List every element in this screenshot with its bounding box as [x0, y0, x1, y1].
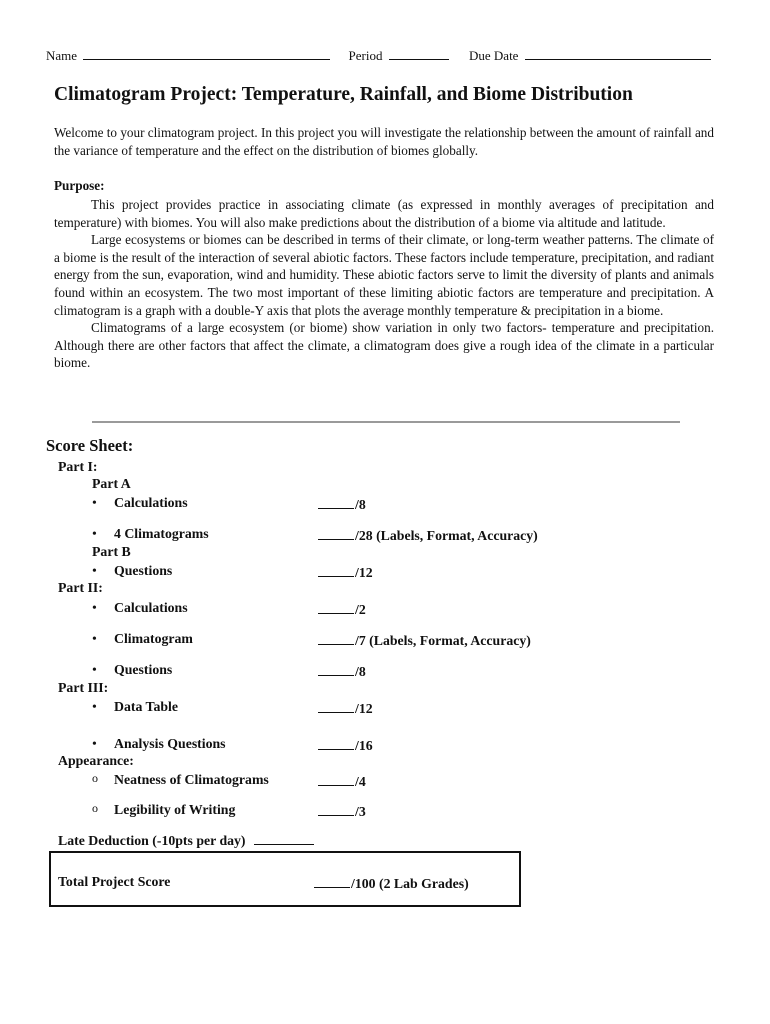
purpose-paragraph-2: Large ecosystems or biomes can be described in terms of their climate, or long-term weather patterns. The climate of a biome is the result of the interaction of several abiotic factors. These factors include temperature, precipitation, and radiant energy from the sun, evaporation, wind and humidity. These abiotic factors serve to limit the diversity of plants and animals found within an ecosystem. The two most important of these limiting abiotic factors are temperature and precipitation. A climatogram is a graph with a double-Y axis that plots the average monthly temperature & precipitation in a biome. [54, 232, 714, 318]
period-label: Period [348, 48, 383, 63]
bullet-icon: • [92, 526, 97, 541]
period-field[interactable] [389, 46, 449, 60]
score-blank[interactable] [318, 631, 354, 645]
bullet-icon: • [92, 736, 97, 751]
score-blank[interactable] [318, 662, 354, 676]
score-field [318, 495, 366, 513]
score-field [318, 802, 366, 820]
purpose-paragraph-1: This project provides practice in associating climate (as expressed in monthly averages of precipitation and temperature) with biomes. You will also make predictions about the distribution of a biome via altitude and latitude. [54, 197, 714, 230]
item-label: Neatness of Climatograms [114, 772, 269, 787]
total-score-field [314, 874, 469, 892]
score-blank[interactable] [318, 526, 354, 540]
part1b-label: Part B [92, 544, 131, 559]
bullet-icon: • [92, 495, 97, 510]
circle-bullet-icon: o [92, 771, 98, 785]
score-blank[interactable] [318, 802, 354, 816]
score-field [318, 662, 366, 680]
score-blank[interactable] [318, 495, 354, 509]
score-field [318, 699, 373, 717]
bullet-icon: • [92, 631, 97, 646]
points-possible: /16 [355, 738, 373, 753]
score-sheet-heading: Score Sheet: [46, 436, 134, 455]
score-field [318, 563, 373, 581]
item-label: Questions [114, 563, 173, 578]
section-divider [92, 421, 680, 423]
score-blank[interactable] [318, 563, 354, 577]
points-possible: /12 [355, 701, 373, 716]
name-field[interactable] [83, 46, 330, 60]
item-label: Data Table [114, 699, 179, 714]
points-possible: /4 [355, 774, 366, 789]
points-possible: /2 [355, 602, 366, 617]
appearance-label: Appearance: [58, 753, 134, 768]
points-possible: /3 [355, 804, 366, 819]
score-blank[interactable] [318, 699, 354, 713]
bullet-icon: • [92, 563, 97, 578]
document-title: Climatogram Project: Temperature, Rainfall, and Biome Distribution [54, 84, 633, 105]
purpose-paragraph-3: Climatograms of a large ecosystem (or biome) show variation in only two factors- temperature and precipitation. Although there are other factors that affect the climate, a climatogram does give a rough idea of the climate in a particular biome. [54, 320, 714, 371]
due-date-field[interactable] [525, 46, 711, 60]
points-possible: /12 [355, 565, 373, 580]
student-info-line [46, 46, 726, 64]
points-possible: /7 (Labels, Format, Accuracy) [355, 633, 531, 648]
part1a-label: Part A [92, 476, 131, 491]
name-label: Name [46, 48, 78, 63]
item-label: 4 Climatograms [114, 526, 209, 541]
bullet-icon: • [92, 662, 97, 677]
part3-label: Part III: [58, 680, 109, 695]
intro-paragraph: Welcome to your climatogram project. In this project you will investigate the relationship between the amount of rainfall and the variance of temperature and the effect on the distribution of biomes globally. [54, 125, 714, 158]
total-score-blank[interactable] [314, 874, 350, 888]
late-deduction-blank[interactable] [254, 831, 314, 845]
total-points-possible: /100 (2 Lab Grades) [351, 876, 469, 891]
late-deduction-label: Late Deduction (-10pts per day) [58, 833, 246, 848]
score-field [318, 631, 531, 649]
points-possible: /8 [355, 664, 366, 679]
part2-label: Part II: [58, 580, 103, 595]
bullet-icon: • [92, 600, 97, 615]
purpose-body [54, 196, 714, 372]
part1-label: Part I: [58, 459, 98, 474]
late-deduction-row [58, 831, 315, 849]
score-field [318, 526, 538, 544]
score-blank[interactable] [318, 600, 354, 614]
bullet-icon: • [92, 699, 97, 714]
score-blank[interactable] [318, 736, 354, 750]
item-label: Legibility of Writing [114, 802, 236, 817]
item-label: Calculations [114, 600, 188, 615]
score-field [318, 600, 366, 618]
score-field [318, 736, 373, 754]
item-label: Calculations [114, 495, 188, 510]
item-label: Analysis Questions [114, 736, 226, 751]
item-label: Climatogram [114, 631, 193, 646]
points-possible: /8 [355, 497, 366, 512]
total-label: Total Project Score [58, 874, 171, 889]
score-blank[interactable] [318, 772, 354, 786]
circle-bullet-icon: o [92, 801, 98, 815]
points-possible: /28 (Labels, Format, Accuracy) [355, 528, 538, 543]
score-field [318, 772, 366, 790]
purpose-heading: Purpose: [54, 178, 105, 193]
due-date-label: Due Date [469, 48, 519, 63]
item-label: Questions [114, 662, 173, 677]
